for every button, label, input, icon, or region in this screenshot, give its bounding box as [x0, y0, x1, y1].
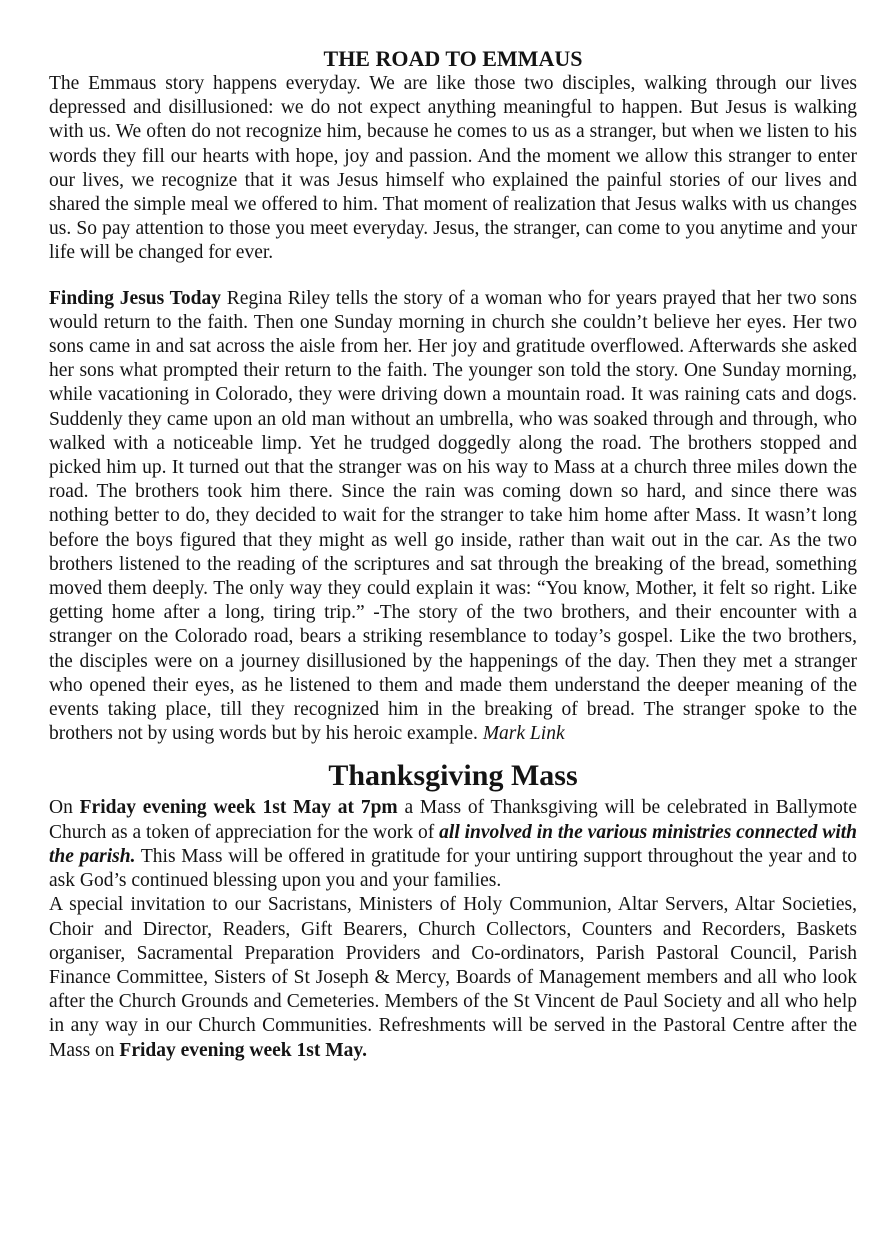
text-run: On: [49, 797, 80, 819]
text-run: This Mass will be offered in gratitude for your untiring support throughout the year and to ask God’s continued blessing upon you and your families.: [49, 845, 857, 892]
text-run: Finding Jesus Today: [49, 287, 221, 309]
thanksgiving-paragraph-1: [49, 796, 857, 893]
thanksgiving-heading: Thanksgiving Mass: [328, 759, 578, 793]
text-run: A special invitation to our Sacristans, Ministers of Holy Communion, Altar Servers, Altar Societies, Choir and Director, Readers, Gift Bearers, Church Collectors, Counters and Recorders, Baskets organiser, Sacramental Preparation Providers and Co-ordinators, Parish Pastoral Council, Parish Finance Committee, Sisters of St Joseph & Mercy, Boards of Management members and all who look after the Church Grounds and Cemeteries. Members of the St Vincent de Paul Society and all who help in any way in our Church Communities. Refreshments will be served in the Pastoral Centre after the Mass on: [49, 894, 857, 1061]
text-run: a Mass of Thanksgiving will be celebrated in Ballymote Church as a token of appreciation for the work of: [49, 797, 857, 843]
thanksgiving-paragraph-2: [49, 893, 857, 1062]
emmaus-paragraph: [49, 72, 857, 266]
text-run: The Emmaus story happens everyday. We are like those two disciples, walking through our lives depressed and disillusioned: we do not expect anything meaningful to happen. But Jesus is walking with us. We often do not recognize him, because he comes to us as a stranger, but when we listen to his words they fill our hearts with hope, joy and passion. And the moment we allow this stranger to enter our lives, we recognize that it was Jesus himself who explained the painful stories of our lives and shared the simple meal we offered to him. That moment of realization that Jesus walks with us changes us. So pay attention to those you meet everyday. Jesus, the stranger, can come to you anytime and your life will be changed for ever.: [49, 73, 857, 264]
finding-jesus-paragraph: [49, 287, 857, 747]
text-run: Friday evening week 1st May at 7pm: [79, 797, 398, 819]
emmaus-heading: THE ROAD TO EMMAUS: [323, 46, 583, 71]
text-run: Friday evening week 1st May.: [119, 1039, 367, 1061]
text-run: Mark Link: [482, 723, 565, 745]
text-run: Regina Riley tells the story of a woman who for years prayed that her two sons would return to the faith. Then one Sunday morning in church she couldn’t believe her eyes. Her two sons came in and sat across the aisle from her. Her joy and gratitude overflowed. Afterwards she asked her sons what prompted their return to the faith. The younger son told the story. One Sunday morning, while vacationing in Colorado, they were driving down a mountain road. It was raining cats and dogs. Suddenly they came upon an old man without an umbrella, who was soaked through and through, who walked with a noticeable limp. Yet he trudged doggedly along the road. The brothers stopped and picked him up. It turned out that the stranger was on his way to Mass at a church three miles down the road. The brothers took him there. Since the rain was coming down so hard, and since there was nothing better to do, they decided to wait for the stranger to take him home after Mass. It wasn’t long before the boys figured that they might as well go inside, rather than wait out in the car. As the two brothers listened to the reading of the scriptures and sat through the breaking of the bread, something moved them deeply. The only way they could explain it was: “You know, Mother, it felt so right. Like getting home after a long, tiring trip.” -The story of the two brothers, and their encounter with a stranger on the Colorado road, bears a striking resemblance to today’s gospel. Like the two brothers, the disciples were on a journey disillusioned by the happenings of the day. Then they met a stranger who opened their eyes, as he listened to them and made them understand the deeper meaning of the events taking place, till they recognized him in the breaking of bread. The stranger spoke to the brothers not by using words but by his heroic example.: [49, 287, 858, 745]
text-run: all involved in the various ministries connected with the parish.: [49, 821, 857, 867]
